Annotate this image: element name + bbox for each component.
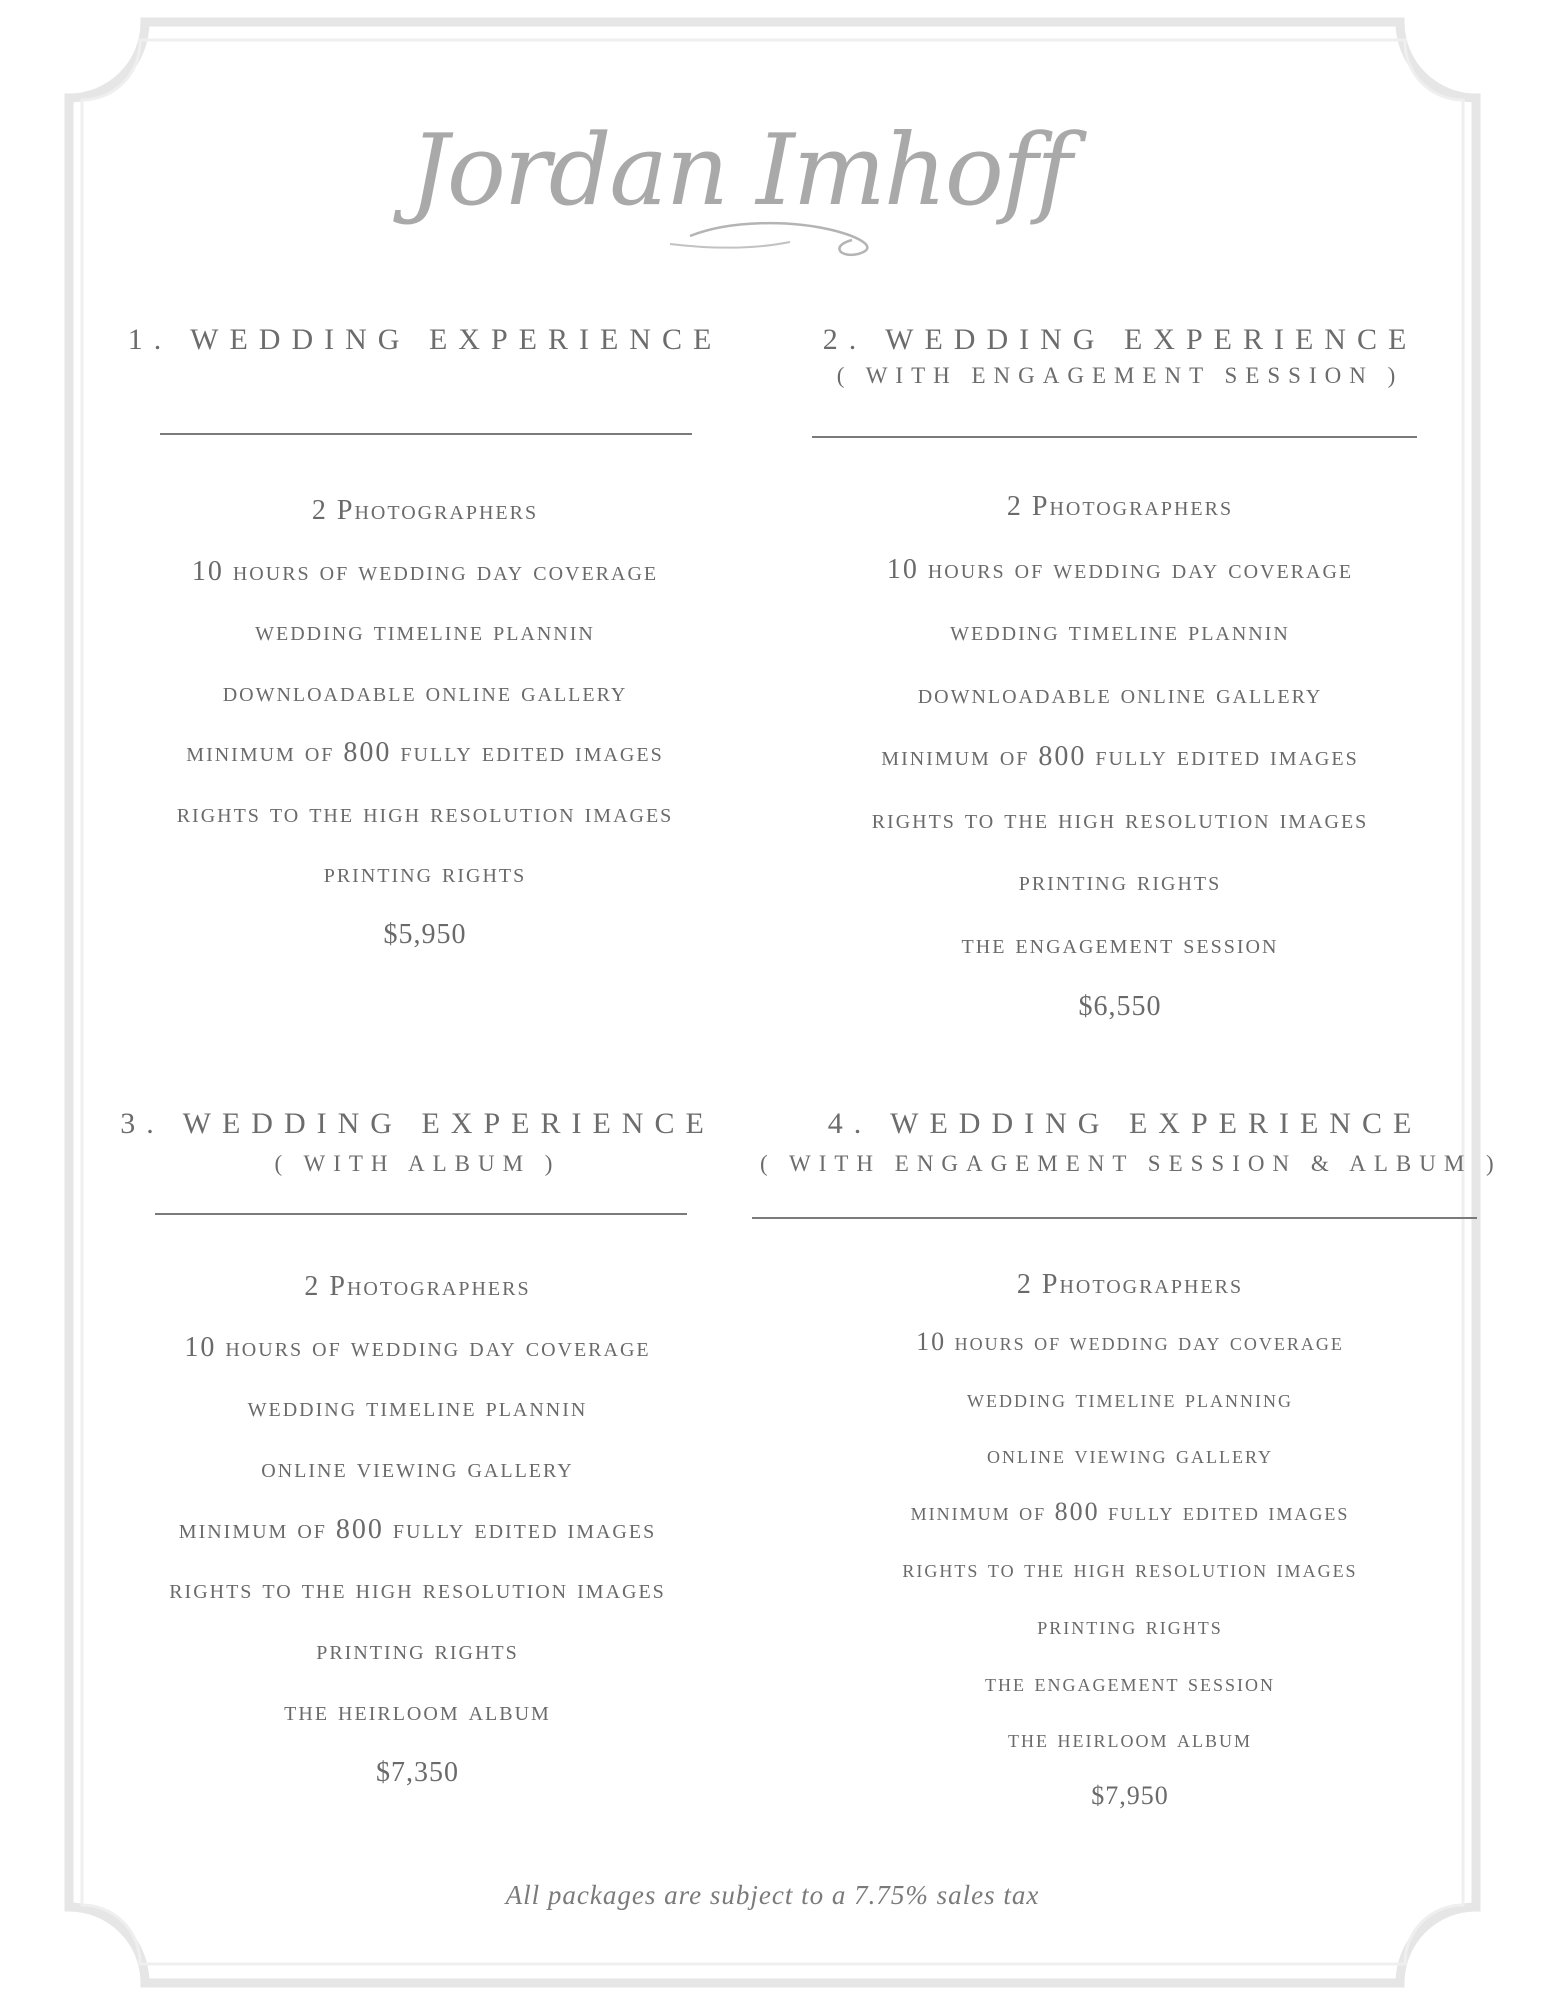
feature-item: 10 hours of wedding day coverage <box>184 1331 651 1363</box>
feature-item: wedding timeline plannin <box>247 1392 588 1424</box>
feature-item: downloadable online gallery <box>917 678 1323 710</box>
package-price: $5,950 <box>383 918 467 950</box>
package-divider <box>812 436 1417 438</box>
package-2 <box>810 322 1430 394</box>
package-items <box>120 481 730 965</box>
package-divider <box>155 1213 687 1215</box>
package-title: 4. WEDDING EXPERIENCE <box>827 1107 1423 1140</box>
feature-item: rights to the high resolution images <box>902 1553 1358 1583</box>
feature-item: the engagement session <box>961 928 1279 960</box>
feature-item: online viewing gallery <box>987 1440 1273 1470</box>
package-subtitle: ( WITH ENGAGEMENT SESSION ) <box>836 363 1404 388</box>
feature-item: wedding timeline plannin <box>255 616 595 647</box>
feature-item: wedding timeline plannin <box>950 616 1290 647</box>
feature-item: 10 hours of wedding day coverage <box>916 1326 1344 1356</box>
feature-item: 10 hours of wedding day coverage <box>191 555 659 587</box>
package-items <box>810 476 1430 1039</box>
tax-note: All packages are subject to a 7.75% sales tax <box>505 1880 1040 1910</box>
feature-item: rights to the high resolution images <box>176 797 674 829</box>
package-items <box>810 1257 1450 1825</box>
package-price: $6,550 <box>1078 991 1162 1022</box>
package-divider <box>160 433 692 435</box>
package-divider <box>752 1217 1477 1219</box>
feature-item: printing rights <box>1018 866 1222 897</box>
feature-item: wedding timeline planning <box>967 1383 1293 1413</box>
feature-item: the engagement session <box>985 1667 1275 1697</box>
feature-item: 10 hours of wedding day coverage <box>886 553 1354 585</box>
feature-item: minimum of 800 fully edited images <box>178 1513 657 1545</box>
feature-item: online viewing gallery <box>261 1453 574 1485</box>
package-items <box>110 1257 725 1803</box>
package-subtitle: ( WITH ENGAGEMENT SESSION & ALBUM ) <box>760 1151 1502 1176</box>
package-1 <box>120 322 730 358</box>
signature-logo <box>409 108 1071 278</box>
feature-item: minimum of 800 fully edited images <box>910 1497 1350 1527</box>
feature-item: printing rights <box>316 1635 519 1667</box>
feature-item: 2 Photographers <box>1006 491 1234 522</box>
feature-item: minimum of 800 fully edited images <box>186 737 664 768</box>
package-price: $7,950 <box>1091 1781 1169 1811</box>
feature-item: printing rights <box>323 858 527 889</box>
feature-item: rights to the high resolution images <box>169 1574 666 1606</box>
package-title: 1. WEDDING EXPERIENCE <box>127 323 723 356</box>
feature-item: 2 Photographers <box>1016 1269 1244 1300</box>
package-title: 3. WEDDING EXPERIENCE <box>120 1107 715 1140</box>
feature-item: minimum of 800 fully edited images <box>881 741 1359 772</box>
package-3 <box>110 1106 725 1182</box>
feature-item: printing rights <box>1037 1610 1223 1640</box>
package-4 <box>760 1106 1502 1182</box>
package-subtitle: ( WITH ALBUM ) <box>274 1151 561 1176</box>
feature-item: the heirloom album <box>284 1695 551 1727</box>
feature-item: the heirloom album <box>1008 1724 1252 1754</box>
package-title: 2. WEDDING EXPERIENCE <box>822 323 1418 356</box>
feature-item: downloadable online gallery <box>222 676 628 708</box>
feature-item: 2 Photographers <box>311 495 539 526</box>
feature-item: 2 Photographers <box>304 1271 531 1302</box>
feature-item: rights to the high resolution images <box>871 803 1369 835</box>
package-price: $7,350 <box>376 1756 459 1788</box>
logo-text: Jordan Imhoff <box>409 114 1071 228</box>
